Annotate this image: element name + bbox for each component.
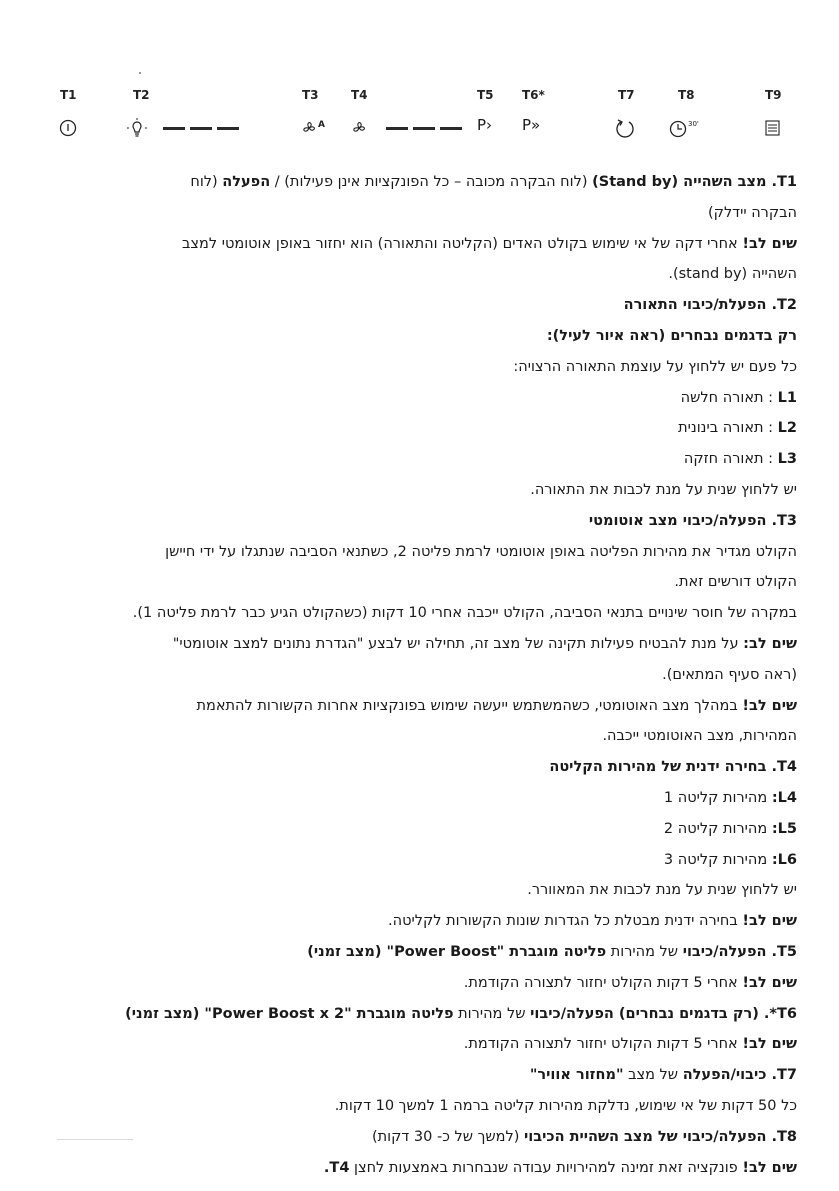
key-label-t1: T1 <box>60 88 77 102</box>
text-segment: (למשך של כ- 30 דקות) <box>371 1128 525 1145</box>
text-segment: הקולט מגדיר את מהירות הפליטה באופן אוטומטי לרמת פליטה 2, כשתנאי הסביבה שנתגלו על ידי חיישן <box>165 543 797 560</box>
svg-text:A: A <box>318 120 325 130</box>
footer-divider <box>57 1139 133 1140</box>
text-line <box>37 290 797 321</box>
bold-segment: פליטה מוגברת "Power Boost x 2" (מצב זמני) <box>125 1005 454 1022</box>
text-segment: מהירות קליטה 2 <box>663 820 772 837</box>
text-segment: מהירות קליטה 1 <box>663 789 772 806</box>
text-segment: של מהירות <box>453 1005 531 1022</box>
text-segment: על מנת להבטיח פעילות תקינה של מצב זה, תחילה יש לבצע "הגדרת נתונים למצב אוטומטי" <box>172 635 744 652</box>
text-segment: הקולט דורשים זאת. <box>674 574 797 591</box>
control-panel-diagram <box>0 0 839 160</box>
bold-segment: פליטה מוגברת "Power Boost" (מצב זמני) <box>307 943 607 960</box>
text-segment: : תאורה חלשה <box>680 389 778 406</box>
bold-segment: שים לב! <box>742 1159 797 1176</box>
bold-segment: T3. הפעלה/כיבוי מצב אוטומטי <box>588 512 797 529</box>
text-segment: : תאורה בינונית <box>678 420 778 437</box>
power-boost-x2-icon: P» <box>522 116 541 134</box>
text-line <box>37 321 797 352</box>
bold-segment: שים לב: <box>743 635 797 652</box>
text-line <box>37 567 797 598</box>
key-label-t6: T6* <box>522 88 545 102</box>
light-icon <box>124 118 150 140</box>
dash-bar <box>217 127 239 130</box>
text-segment: במקרה של חוסר שינויים בתנאי הסביבה, הקולט ייכבה אחרי 10 דקות (כשהקולט הגיע כבר לרמת פליטה 1). <box>132 605 797 622</box>
bold-segment: שים לב! <box>742 235 797 252</box>
text-segment: פונקציה זאת זמינה למהירויות עבודה שנבחרות באמצעות לחצן <box>349 1159 743 1176</box>
text-segment: : תאורה חזקה <box>683 451 778 468</box>
text-line <box>37 229 797 260</box>
timer-icon <box>668 118 708 140</box>
text-line <box>37 352 797 383</box>
key-label-t7: T7 <box>618 88 635 102</box>
text-line <box>37 814 797 845</box>
text-line <box>37 413 797 444</box>
fan-icon <box>350 118 370 138</box>
bold-segment: L1 <box>777 389 797 406</box>
key-label-t4: T4 <box>351 88 368 102</box>
dash-bar <box>440 127 462 130</box>
text-line <box>37 1153 797 1184</box>
text-segment: (לוח הבקרה מכובה – כל הפונקציות אינן פעילות) / <box>270 174 593 190</box>
text-segment: כל פעם יש ללחוץ על עוצמת התאורה הרצויה: <box>513 358 797 375</box>
bold-segment: T2. הפעלת/כיבוי התאורה <box>623 297 797 314</box>
svg-text:30': 30' <box>688 120 699 128</box>
dash-bar <box>386 127 408 130</box>
bold-segment: שים לב! <box>742 913 797 930</box>
text-line <box>37 1060 797 1091</box>
text-segment: של מצב <box>623 1067 683 1084</box>
text-line <box>37 752 797 783</box>
text-line <box>37 537 797 568</box>
menu-icon <box>764 118 782 138</box>
recycle-icon <box>614 118 636 140</box>
text-line <box>37 475 797 506</box>
bold-segment: T4. בחירה ידנית של מהירות הקליטה <box>549 759 797 776</box>
text-line <box>37 660 797 691</box>
text-segment: הבקרה יידלק) <box>708 204 797 221</box>
bold-segment: T4. <box>323 1159 350 1176</box>
text-segment: (לוח <box>190 174 223 190</box>
text-segment: במהלך מצב האוטומטי, כשהמשתמש ייעשה שימוש בפונקציות אחרות הקשורות להתאמת <box>196 697 743 714</box>
text-line <box>37 629 797 660</box>
bold-segment: L4: <box>771 789 797 806</box>
text-segment: אחרי 5 דקות הקולט יחזור לתצורה הקודמת. <box>463 1036 743 1053</box>
text-segment: יש ללחוץ שנית על מנת לכבות את התאורה. <box>530 481 797 498</box>
text-segment: של מהירות <box>606 943 683 960</box>
bold-segment: "מחזור אוויר" <box>529 1067 624 1084</box>
bold-segment: L3 <box>777 451 797 468</box>
text-line <box>37 383 797 414</box>
text-line <box>37 1091 797 1122</box>
text-line <box>37 598 797 629</box>
bold-segment: רק בדגמים נבחרים (ראה איור לעיל): <box>546 327 797 344</box>
text-line <box>37 875 797 906</box>
text-line <box>37 845 797 876</box>
text-line <box>37 906 797 937</box>
text-line <box>37 198 797 229</box>
text-line <box>37 999 797 1030</box>
bold-segment: שים לב! <box>742 1036 797 1053</box>
key-label-t5: T5 <box>477 88 494 102</box>
bold-segment: הפעלה <box>222 174 271 190</box>
key-label-t8: T8 <box>678 88 695 102</box>
text-line <box>37 506 797 537</box>
text-segment: יש ללחוץ שנית על מנת לכבות את המאוורר. <box>527 882 797 899</box>
bold-segment: שים לב! <box>742 974 797 991</box>
text-segment: מהירות קליטה 3 <box>663 851 772 868</box>
text-line <box>37 937 797 968</box>
dash-bar <box>190 127 212 130</box>
bold-segment: T8. הפעלה/כיבוי של מצב השהיית הכיבוי <box>524 1128 797 1145</box>
dash-bar <box>163 127 185 130</box>
power-boost-icon: P› <box>477 116 493 134</box>
fan-auto-icon <box>300 118 328 138</box>
power-icon <box>58 118 78 138</box>
text-line <box>37 444 797 475</box>
bold-segment: L6: <box>771 851 797 868</box>
text-segment: השהייה (stand by). <box>668 266 797 283</box>
bold-segment: L2 <box>777 420 797 437</box>
text-line <box>37 691 797 722</box>
text-line <box>37 783 797 814</box>
bold-segment: שים לב! <box>742 697 797 714</box>
text-line <box>37 259 797 290</box>
text-segment: אחרי 5 דקות הקולט יחזור לתצורה הקודמת. <box>463 974 743 991</box>
text-line <box>37 1029 797 1060</box>
dash-bar <box>413 127 435 130</box>
bold-segment: T6*. (רק בדגמים נבחרים) הפעלה/כיבוי <box>530 1005 797 1022</box>
instructions-text <box>37 167 797 1183</box>
bold-segment: T5. הפעלה/כיבוי <box>682 943 797 960</box>
text-segment: בחירה ידנית מבטלת כל הגדרות שונות הקשורות לקליטה. <box>387 913 743 930</box>
text-segment: אחרי דקה של אי שימוש בקולט האדים (הקליטה והתאורה) הוא יחזור באופן אוטומטי למצב <box>182 235 743 252</box>
text-segment: המהירות, מצב האוטומטי ייכבה. <box>602 728 797 745</box>
text-line <box>37 167 797 198</box>
key-label-t3: T3 <box>302 88 319 102</box>
text-line <box>37 968 797 999</box>
text-segment: כל 50 דקות של אי שימוש, נדלקת מהירות קליטה ברמה 1 למשך 10 דקות. <box>334 1097 797 1114</box>
bold-segment: T1. מצב השהייה (Stand by) <box>592 174 797 190</box>
stray-dot <box>139 72 141 74</box>
text-line <box>37 721 797 752</box>
text-segment: (ראה סעיף המתאים). <box>662 666 797 683</box>
bold-segment: L5: <box>771 820 797 837</box>
bold-segment: T7. כיבוי/הפעלה <box>682 1067 797 1084</box>
key-label-t2: T2 <box>133 88 150 102</box>
key-label-t9: T9 <box>765 88 782 102</box>
text-line <box>37 1122 797 1153</box>
